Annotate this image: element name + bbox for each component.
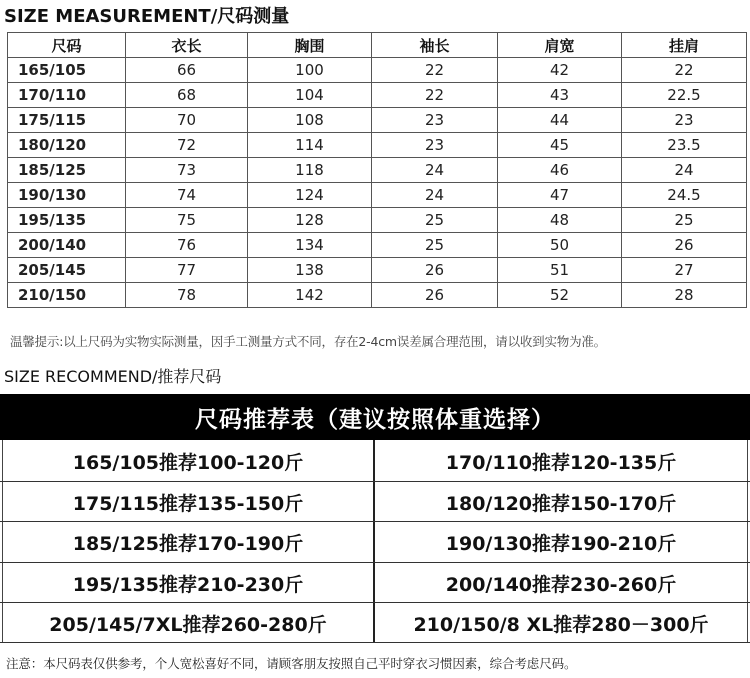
measure-cell: 25 xyxy=(622,208,747,233)
measure-cell: 24 xyxy=(622,158,747,183)
measure-cell: 23 xyxy=(372,133,498,158)
measure-cell: 23 xyxy=(622,108,747,133)
recommend-grid xyxy=(0,440,750,643)
measure-cell: 25 xyxy=(372,233,498,258)
size-cell: 175/115 xyxy=(8,108,126,133)
measure-cell: 22 xyxy=(622,58,747,83)
measure-cell: 50 xyxy=(498,233,622,258)
measure-cell: 22.5 xyxy=(622,83,747,108)
measure-cell: 26 xyxy=(372,258,498,283)
measure-cell: 76 xyxy=(126,233,248,258)
table-row xyxy=(8,108,747,133)
size-measurement-table xyxy=(7,32,747,308)
recommend-item: 175/115推荐135-150斤 xyxy=(72,492,304,515)
measure-cell: 22 xyxy=(372,58,498,83)
measure-cell: 77 xyxy=(126,258,248,283)
measure-cell: 134 xyxy=(248,233,372,258)
measure-cell: 52 xyxy=(498,283,622,308)
recommend-item: 200/140推荐230-260斤 xyxy=(445,573,677,596)
grid-bottom-edge xyxy=(0,642,750,643)
measure-cell: 24 xyxy=(372,183,498,208)
size-cell: 170/110 xyxy=(8,83,126,108)
recommend-item: 165/105推荐100-120斤 xyxy=(72,451,304,474)
measure-cell: 46 xyxy=(498,158,622,183)
measure-cell: 118 xyxy=(248,158,372,183)
recommend-item: 210/150/8 XL推荐280－300斤 xyxy=(413,613,709,636)
measure-cell: 23 xyxy=(372,108,498,133)
table-row xyxy=(8,83,747,108)
table-row xyxy=(8,283,747,308)
measure-cell: 128 xyxy=(248,208,372,233)
size-cell: 190/130 xyxy=(8,183,126,208)
measure-cell: 108 xyxy=(248,108,372,133)
recommend-title: SIZE RECOMMEND/推荐尺码 xyxy=(4,367,222,386)
measure-cell: 45 xyxy=(498,133,622,158)
table-row xyxy=(8,183,747,208)
table-header-row xyxy=(8,33,747,58)
measure-cell: 78 xyxy=(126,283,248,308)
measure-cell: 22 xyxy=(372,83,498,108)
grid-right-edge xyxy=(747,440,748,643)
measure-cell: 42 xyxy=(498,58,622,83)
measure-cell: 28 xyxy=(622,283,747,308)
measurement-note: 温馨提示:以上尺码为实物实际测量，因手工测量方式不同，存在2-4cm误差属合理范围，请以收到实物为准。 xyxy=(10,334,606,349)
recommend-banner: 尺码推荐表（建议按照体重选择） xyxy=(0,394,750,440)
table-row xyxy=(8,208,747,233)
footnote: 注意：本尺码表仅供参考，个人宽松喜好不同，请顾客朋友按照自己平时穿衣习惯因素，综合考虑尺码。 xyxy=(6,656,577,671)
recommend-item: 205/145/7XL推荐260-280斤 xyxy=(49,613,327,636)
table-row xyxy=(8,233,747,258)
size-cell: 210/150 xyxy=(8,283,126,308)
size-cell: 180/120 xyxy=(8,133,126,158)
header-length: 衣长 xyxy=(126,33,248,58)
table-row xyxy=(8,133,747,158)
header-size: 尺码 xyxy=(8,33,126,58)
measure-cell: 66 xyxy=(126,58,248,83)
measure-cell: 72 xyxy=(126,133,248,158)
size-cell: 200/140 xyxy=(8,233,126,258)
measure-cell: 73 xyxy=(126,158,248,183)
measure-cell: 48 xyxy=(498,208,622,233)
measurement-title: SIZE MEASUREMENT/尺码测量 xyxy=(4,6,290,27)
measure-cell: 27 xyxy=(622,258,747,283)
recommend-item: 185/125推荐170-190斤 xyxy=(72,532,304,555)
recommend-item: 170/110推荐120-135斤 xyxy=(445,451,677,474)
size-cell: 195/135 xyxy=(8,208,126,233)
measure-cell: 44 xyxy=(498,108,622,133)
measure-cell: 26 xyxy=(372,283,498,308)
measure-cell: 24 xyxy=(372,158,498,183)
measure-cell: 24.5 xyxy=(622,183,747,208)
measure-cell: 70 xyxy=(126,108,248,133)
measure-cell: 104 xyxy=(248,83,372,108)
header-sleeve: 袖长 xyxy=(372,33,498,58)
measure-cell: 26 xyxy=(622,233,747,258)
measure-cell: 43 xyxy=(498,83,622,108)
header-chest: 胸围 xyxy=(248,33,372,58)
table-row xyxy=(8,158,747,183)
measure-cell: 68 xyxy=(126,83,248,108)
recommend-item: 190/130推荐190-210斤 xyxy=(445,532,677,555)
table-row xyxy=(8,258,747,283)
measure-cell: 74 xyxy=(126,183,248,208)
measure-cell: 138 xyxy=(248,258,372,283)
measure-cell: 75 xyxy=(126,208,248,233)
table-row xyxy=(8,58,747,83)
measure-cell: 100 xyxy=(248,58,372,83)
size-cell: 165/105 xyxy=(8,58,126,83)
size-cell: 205/145 xyxy=(8,258,126,283)
measure-cell: 114 xyxy=(248,133,372,158)
header-armhole: 挂肩 xyxy=(622,33,747,58)
recommend-item: 180/120推荐150-170斤 xyxy=(445,492,677,515)
recommend-item: 195/135推荐210-230斤 xyxy=(72,573,304,596)
measure-cell: 47 xyxy=(498,183,622,208)
measure-cell: 51 xyxy=(498,258,622,283)
header-shoulder: 肩宽 xyxy=(498,33,622,58)
measure-cell: 142 xyxy=(248,283,372,308)
measure-cell: 25 xyxy=(372,208,498,233)
measure-cell: 23.5 xyxy=(622,133,747,158)
size-cell: 185/125 xyxy=(8,158,126,183)
measure-cell: 124 xyxy=(248,183,372,208)
